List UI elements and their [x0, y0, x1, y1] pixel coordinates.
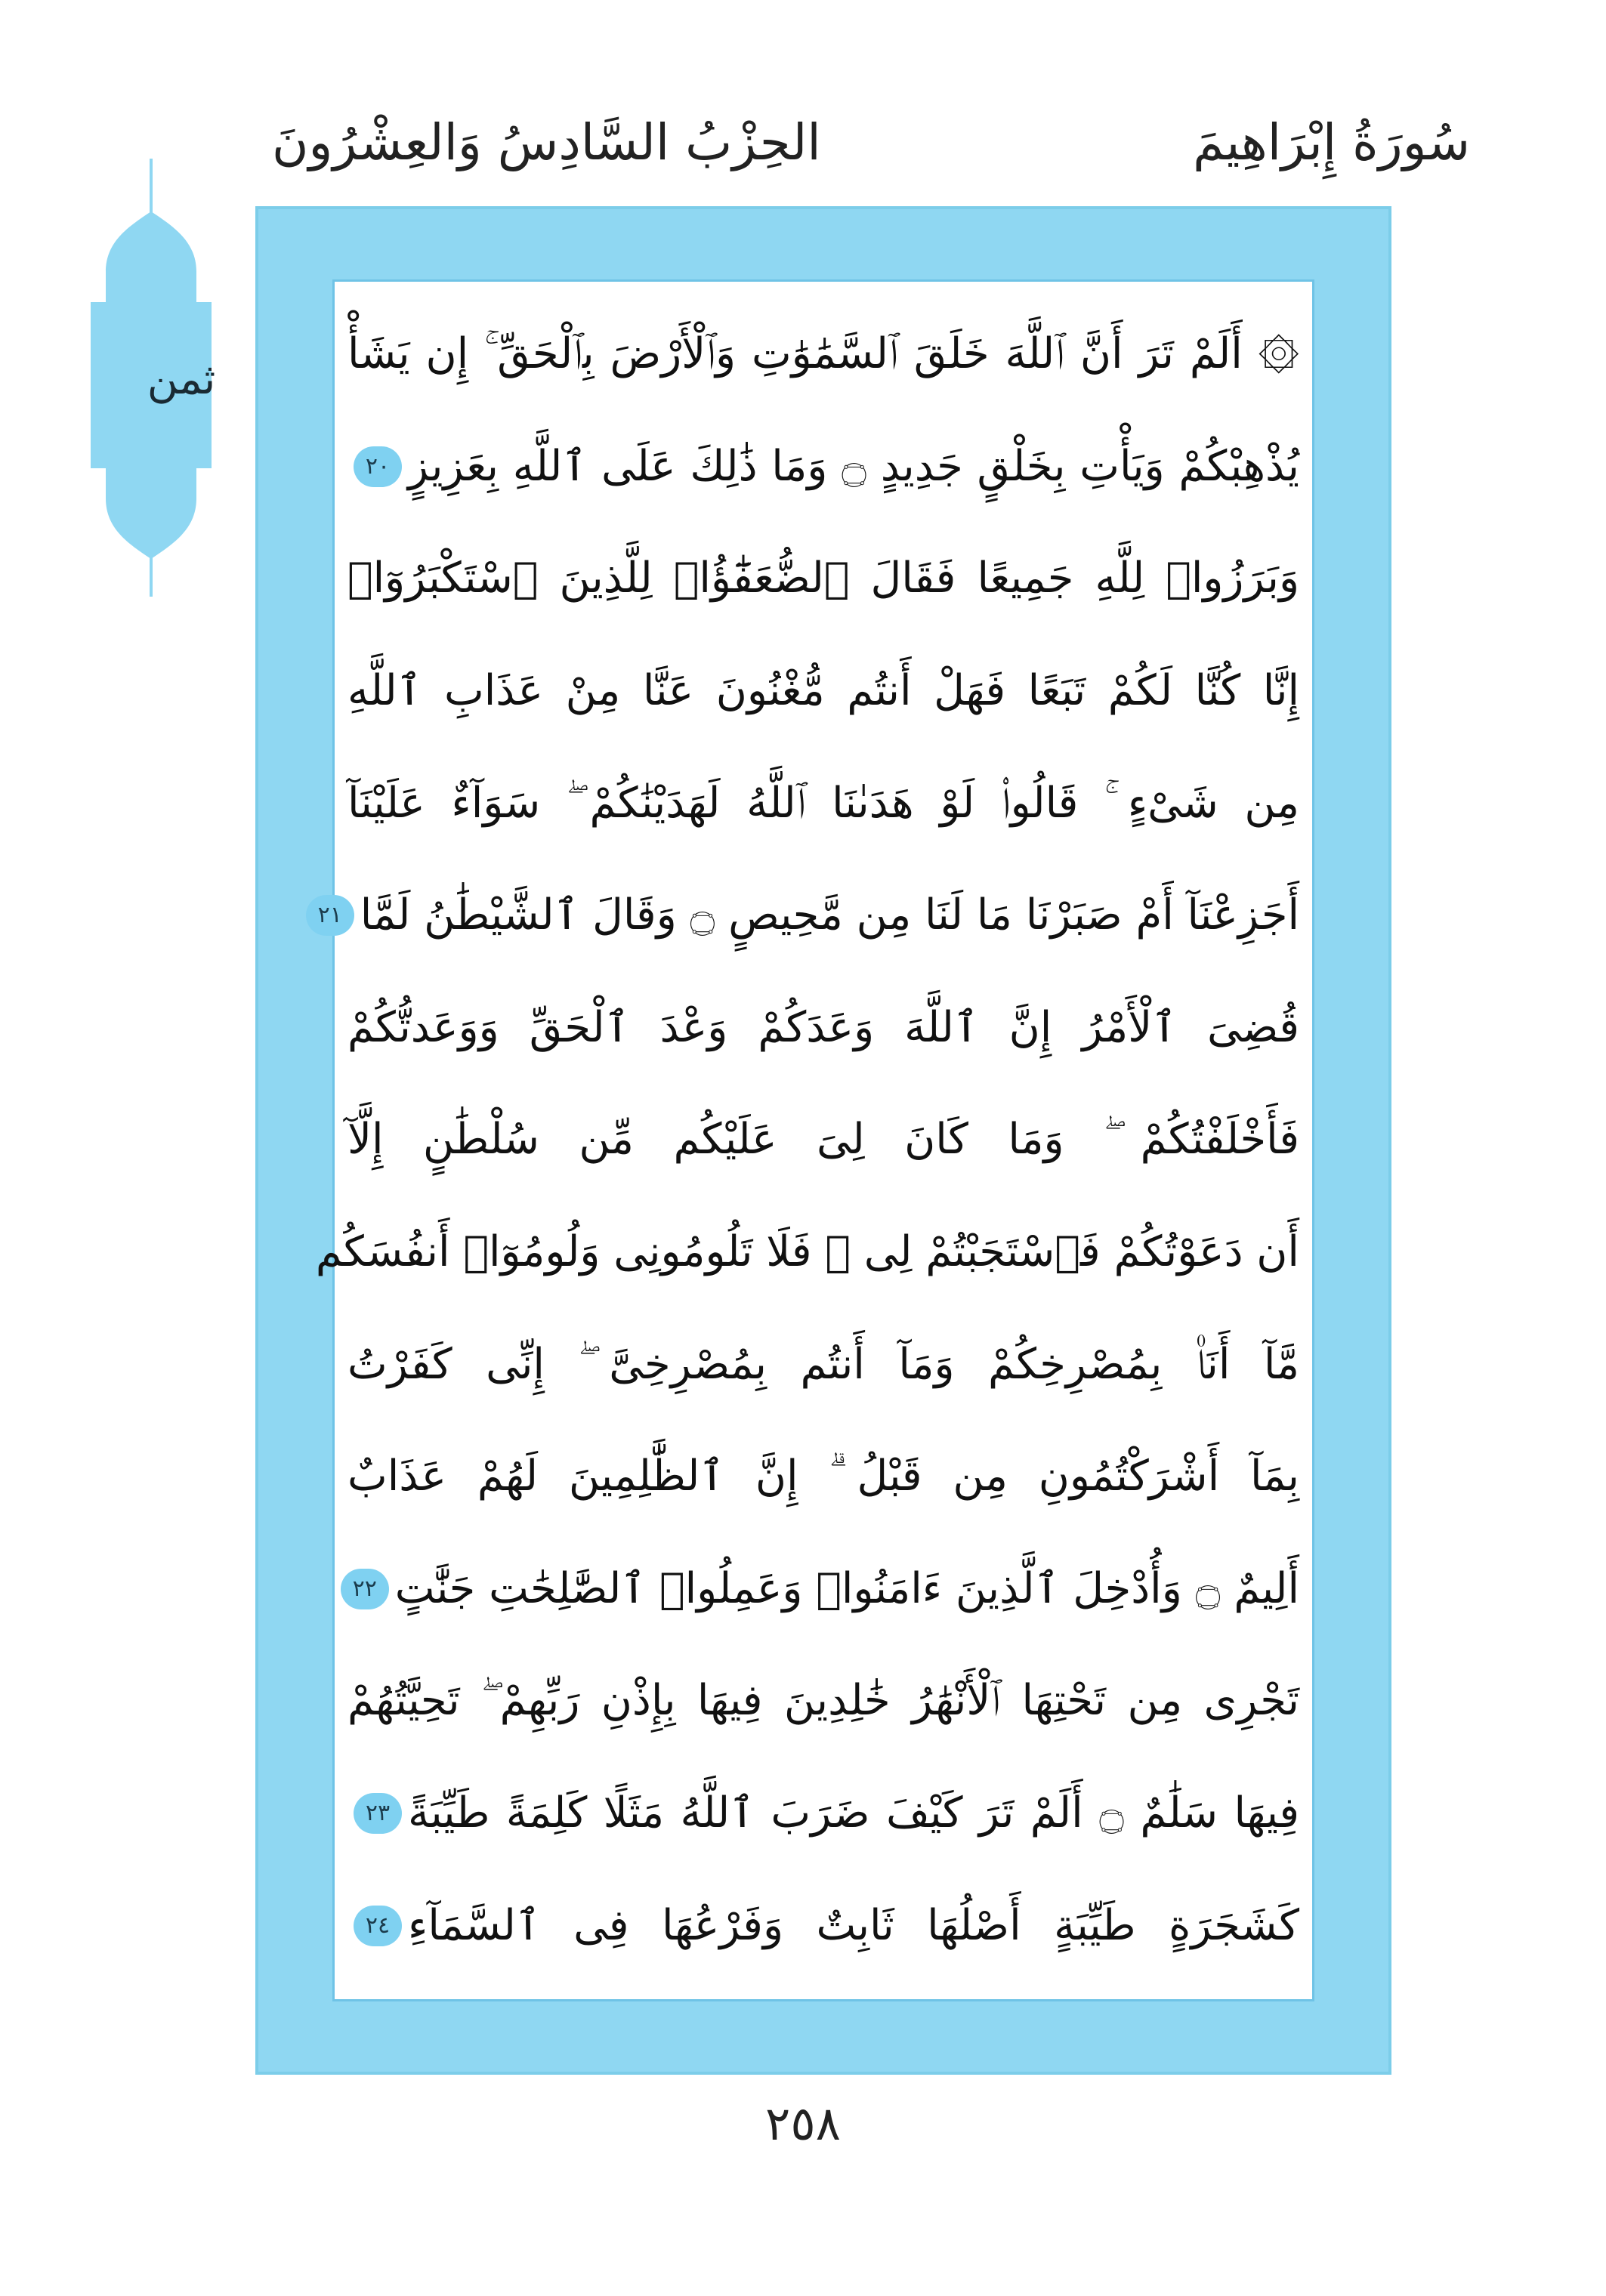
line-text: فِيهَا سَلَٰمٌ ۝ أَلَمْ تَرَ كَيْفَ ضَرَبَ ٱللَّهُ مَثَلًا كَلِمَةً طَيِّبَةً [408, 1788, 1299, 1838]
line-text: أَلِيمٌ ۝ وَأُدْخِلَ ٱلَّذِينَ ءَامَنُوا۟ وَعَمِلُوا۟ ٱلصَّٰلِحَٰتِ جَنَّٰتٍ [394, 1563, 1299, 1613]
line-text: يُذْهِبْكُمْ وَيَأْتِ بِخَلْقٍ جَدِيدٍ ۝ وَمَا ذَٰلِكَ عَلَى ٱللَّهِ بِعَزِيزٍ [408, 441, 1299, 491]
line-text: قُضِىَ ٱلْأَمْرُ إِنَّ ٱللَّهَ وَعَدَكُمْ وَعْدَ ٱلْحَقِّ وَوَعَدتُّكُمْ [347, 1002, 1299, 1052]
line-text: بِمَآ أَشْرَكْتُمُونِ مِن قَبْلُ ۗ إِنَّ ٱلظَّٰلِمِينَ لَهُمْ عَذَابٌ [347, 1452, 1299, 1501]
ayah-number-marker: ٢٣ [354, 1793, 402, 1834]
line-text: وَبَرَزُوا۟ لِلَّهِ جَمِيعًا فَقَالَ ٱلضُّعَفَٰٓؤُا۟ لِلَّذِينَ ٱسْتَكْبَرُوٓا۟ [347, 554, 1299, 603]
text-line-3 [347, 523, 1299, 635]
text-line-11 [347, 1421, 1299, 1533]
hizb-name-header: الحِزْبُ السَّادِسُ وَالعِشْرُونَ [272, 113, 821, 171]
text-line-10 [347, 1308, 1299, 1421]
marker-label: ثمن [147, 355, 216, 404]
quran-text [315, 298, 1299, 1983]
line-text: إِنَّا كُنَّا لَكُمْ تَبَعًا فَهَلْ أَنتُم مُّغْنُونَ عَنَّا مِنْ عَذَابِ ٱللَّهِ [347, 666, 1299, 716]
line-text: ۞ أَلَمْ تَرَ أَنَّ ٱللَّهَ خَلَقَ ٱلسَّمَٰوَٰتِ وَٱلْأَرْضَ بِٱلْحَقِّ ۚ إِن يَشَأْ [347, 329, 1299, 379]
line-text: مَّآ أَنَا۠ بِمُصْرِخِكُمْ وَمَآ أَنتُم بِمُصْرِخِىَّ ۖ إِنِّى كَفَرْتُ [347, 1339, 1299, 1389]
text-line-9 [315, 1196, 1299, 1309]
ayah-number-marker: ٢١ [306, 895, 354, 936]
text-line-13 [347, 1645, 1299, 1757]
surah-name-header: سُورَةُ إِبْرَاهِيمَ [1193, 113, 1470, 171]
line-text: أَن دَعَوْتُكُمْ فَٱسْتَجَبْتُمْ لِى ۖ فَلَا تَلُومُونِى وَلُومُوٓا۟ أَنفُسَكُم [315, 1227, 1299, 1277]
text-line-5 [347, 747, 1299, 859]
line-text: مِن شَىْءٍ ۚ قَالُوا۟ لَوْ هَدَىٰنَا ٱللَّهُ لَهَدَيْنَٰكُمْ ۖ سَوَآءٌ عَلَيْنَآ [347, 778, 1299, 828]
line-text: فَأَخْلَفْتُكُمْ ۖ وَمَا كَانَ لِىَ عَلَيْكُم مِّن سُلْطَٰنٍ إِلَّآ [347, 1115, 1299, 1165]
text-line-12 [347, 1533, 1299, 1646]
ayah-number-marker: ٢٢ [341, 1569, 389, 1609]
page-number: ٢٥٨ [765, 2096, 841, 2151]
text-line-7 [347, 972, 1299, 1085]
line-text: تَجْرِى مِن تَحْتِهَا ٱلْأَنْهَٰرُ خَٰلِدِينَ فِيهَا بِإِذْنِ رَبِّهِمْ ۖ تَحِيَّتُهُمْ [347, 1676, 1299, 1726]
text-line-8 [347, 1084, 1299, 1196]
text-line-1 [347, 298, 1299, 411]
text-line-4 [347, 635, 1299, 748]
line-text: أَجَزِعْنَآ أَمْ صَبَرْنَا مَا لَنَا مِن مَّحِيصٍ ۝ وَقَالَ ٱلشَّيْطَٰنُ لَمَّا [360, 890, 1299, 940]
text-line-6 [317, 859, 1299, 972]
text-line-2 [347, 411, 1299, 523]
ayah-number-marker: ٢٠ [354, 446, 402, 487]
text-line-15 [347, 1869, 1299, 1982]
ayah-number-marker: ٢٤ [354, 1906, 402, 1946]
text-line-14 [347, 1757, 1299, 1870]
line-text: كَشَجَرَةٍ طَيِّبَةٍ أَصْلُهَا ثَابِتٌ وَفَرْعُهَا فِى ٱلسَّمَآءِ [408, 1900, 1299, 1950]
